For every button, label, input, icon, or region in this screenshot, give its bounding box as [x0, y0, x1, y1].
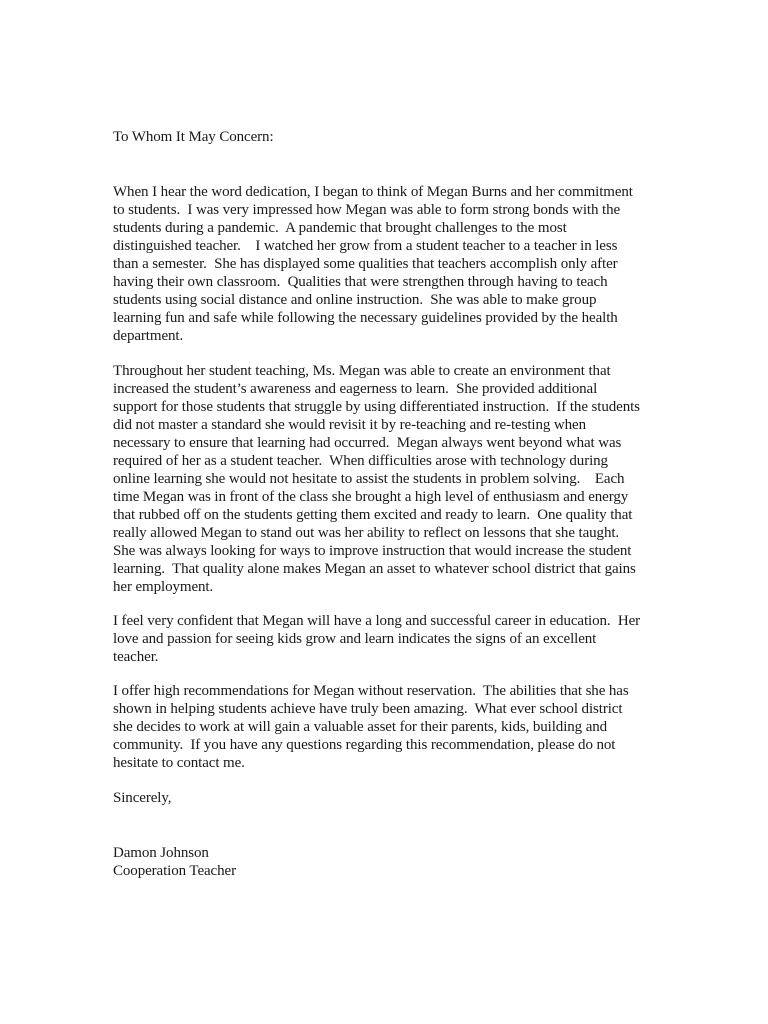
paragraph-line: hesitate to contact me. — [113, 755, 245, 771]
paragraph-line: distinguished teacher. I watched her grow from a student teacher to a teacher in less — [113, 238, 618, 254]
salutation: To Whom It May Concern: — [113, 129, 274, 145]
paragraph-line: department. — [113, 328, 184, 344]
paragraph-line: online learning she would not hesitate to assist the students in problem solving. Each — [113, 471, 625, 487]
paragraph-line: Throughout her student teaching, Ms. Megan was able to create an environment that — [113, 363, 611, 379]
paragraph-line: having their own classroom. Qualities that were strengthen through having to teach — [113, 274, 608, 290]
paragraph-line: When I hear the word dedication, I began to think of Megan Burns and her commitment — [113, 184, 633, 200]
paragraph-line: she decides to work at will gain a valuable asset for their parents, kids, building and — [113, 719, 608, 735]
paragraph-line: than a semester. She has displayed some qualities that teachers accomplish only after — [113, 256, 618, 272]
paragraph-line: love and passion for seeing kids grow and learn indicates the signs of an excellent — [113, 631, 597, 647]
paragraph-line: teacher. — [113, 649, 159, 665]
paragraph-line: students using social distance and online instruction. She was able to make group — [113, 292, 597, 308]
paragraph-line: support for those students that struggle by using differentiated instruction. If the students — [113, 399, 640, 415]
paragraph-line: learning. That quality alone makes Megan an asset to whatever school district that gains — [113, 561, 636, 577]
paragraph-line: students during a pandemic. A pandemic that brought challenges to the most — [113, 220, 567, 236]
paragraph-line: I offer high recommendations for Megan without reservation. The abilities that she has — [113, 683, 629, 699]
paragraph-line: did not master a standard she would revisit it by re-teaching and re-testing when — [113, 417, 587, 433]
paragraph-line: time Megan was in front of the class she brought a high level of enthusiasm and energy — [113, 489, 629, 505]
paragraph-line: required of her as a student teacher. When difficulties arose with technology during — [113, 453, 608, 469]
paragraph-line: really allowed Megan to stand out was her ability to reflect on lessons that she taught. — [113, 525, 620, 541]
paragraph-line: community. If you have any questions regarding this recommendation, please do not — [113, 737, 616, 753]
signer-title: Cooperation Teacher — [113, 863, 236, 879]
paragraph-line: necessary to ensure that learning had occurred. Megan always went beyond what was — [113, 435, 622, 451]
paragraph-line: that rubbed off on the students getting them excited and ready to learn. One quality that — [113, 507, 633, 523]
paragraph-line: She was always looking for ways to improve instruction that would increase the student — [113, 543, 632, 559]
paragraph-line: increased the student’s awareness and eagerness to learn. She provided additional — [113, 381, 598, 397]
paragraph-line: to students. I was very impressed how Megan was able to form strong bonds with the — [113, 202, 621, 218]
paragraph-line: learning fun and safe while following the necessary guidelines provided by the health — [113, 310, 618, 326]
closing: Sincerely, — [113, 790, 172, 806]
signer-name: Damon Johnson — [113, 845, 209, 861]
paragraph-line: I feel very confident that Megan will have a long and successful career in education. Her — [113, 613, 641, 629]
paragraph-line: her employment. — [113, 579, 214, 595]
paragraph-line: shown in helping students achieve have truly been amazing. What ever school district — [113, 701, 623, 717]
